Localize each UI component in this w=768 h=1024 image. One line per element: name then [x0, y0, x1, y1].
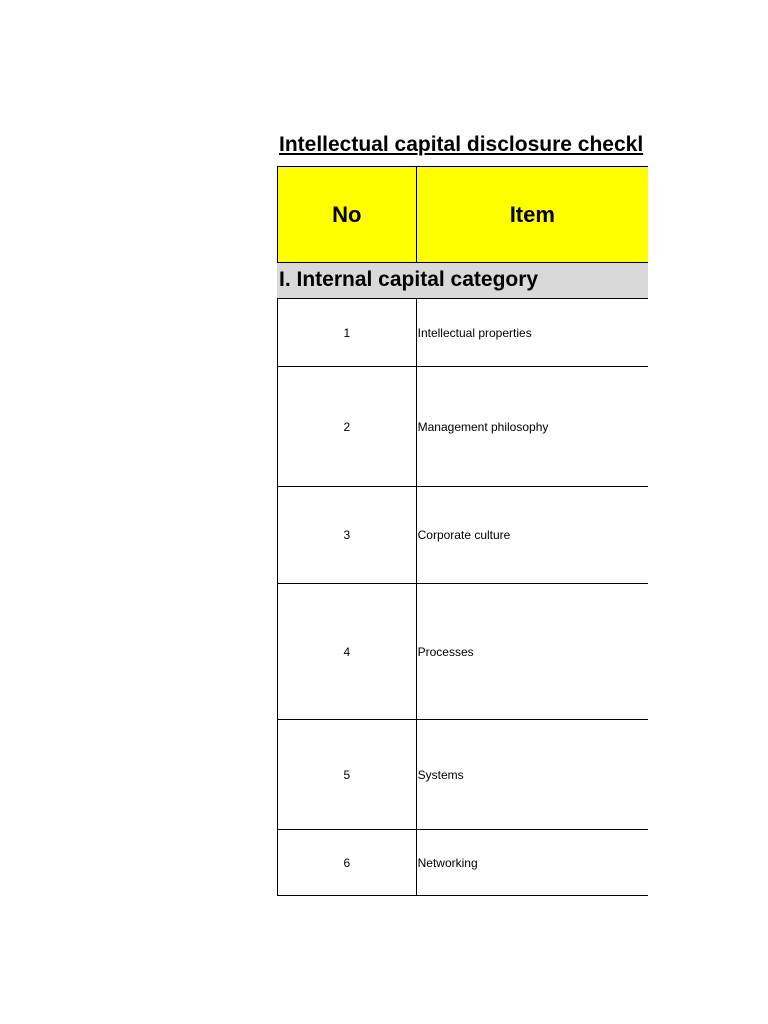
- row-number-cell: 6: [278, 830, 417, 895]
- row-item-cell: Intellectual properties: [417, 325, 532, 340]
- row-number-cell: 4: [278, 584, 417, 719]
- row-number-cell: 5: [278, 720, 417, 829]
- header-cell-item: Item: [509, 201, 555, 227]
- table-row: [278, 584, 648, 720]
- row-item-cell: Networking: [417, 855, 478, 870]
- row-number-cell: 3: [278, 487, 417, 583]
- row-number-cell: 1: [278, 299, 417, 366]
- row-item-cell: Corporate culture: [417, 528, 511, 542]
- row-item-cell: Management philosophy: [417, 419, 549, 434]
- row-item-cell: Processes: [417, 644, 474, 659]
- row-number-cell: 2: [278, 367, 417, 486]
- row-item-cell: Systems: [417, 767, 464, 782]
- checklist-table: [277, 298, 648, 896]
- spreadsheet-page: [277, 0, 648, 1024]
- page-title: Intellectual capital disclosure checkl: [279, 133, 644, 156]
- header-cell-no: No: [278, 167, 417, 262]
- table-row: [278, 720, 648, 830]
- section-heading: I. Internal capital category: [277, 263, 648, 298]
- table-row: [278, 367, 648, 487]
- table-row: [278, 299, 648, 367]
- table-row: [278, 830, 648, 896]
- table-row: [278, 487, 648, 584]
- table-header-row: [277, 166, 648, 263]
